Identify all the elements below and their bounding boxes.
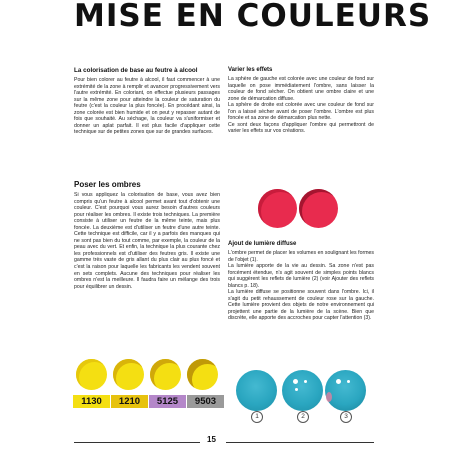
swatch-1210: 1210 [111, 395, 148, 408]
swatch-5125: 5125 [149, 395, 186, 408]
swatch-9503: 9503 [187, 395, 224, 408]
white-highlight [347, 380, 350, 383]
page-number: 15 [207, 435, 216, 444]
paragraph: Si vous appliquez la colorisation de base, vous avez bien compris qu'un feutre à alcool permet avant tout d'obtenir une couleur. C'est pourquoi vous aurez besoin d'autres couleurs pour réaliser les ombres. Il existe trois techniques. La première consiste à utiliser un feutre de la même teinte, mais plus foncée. La deuxième est d'utiliser un feutre d'une autre teinte. Cette technique est difficile, car il y a parfois des manques qui ne sont pas bien du tout comme, par exemple, la couleur de la peau avec du vert. Et enfin, la technique la plus courante chez les professionnels est d'utiliser des feutres gris. Il existe une gamme très vaste de gris allant du plus clair au plus foncé et c'est la raison pour laquelle les fabricants les vendent souvent en sets complets. Aucune des techniques pour réaliser les ombres n'est la meilleure. Il faudra faire un mélange des trois pour équilibrer un dessin. [74, 192, 220, 290]
white-highlight [336, 379, 341, 384]
white-highlight [295, 388, 298, 391]
label-2: 2 [297, 411, 309, 423]
section-lumiere-text [228, 250, 374, 322]
label-1: 1 [251, 411, 263, 423]
white-highlight [304, 380, 307, 383]
diffuse-light [326, 392, 332, 402]
paragraph: La lumière diffuse se positionne souvent dans l'ombre. Ici, il s'agit du petit rehaussement de couleur rose sur la gauche. Cette lumière provient des objets de notre environnement qui projettent une partie de la lumière de la scène. Bien que discrète, elle apporte des accroches pour capter l'attention (3). [228, 289, 374, 322]
swatch-1130: 1130 [73, 395, 110, 408]
red-sphere-right [299, 189, 338, 228]
section-heading-colorisation: La colorisation de base au feutre à alcool [74, 67, 198, 74]
section-effets-text [228, 76, 374, 135]
yellow-sphere-3 [150, 359, 181, 390]
section-heading-ombres: Poser les ombres [74, 180, 141, 189]
yellow-sphere-4 [187, 359, 218, 390]
paragraph: Ce sont deux façons d'appliquer l'ombre qui permettront de varier les effets sur vos créations. [228, 121, 374, 135]
blue-sphere-3 [325, 370, 366, 411]
blue-sphere-1 [236, 370, 277, 411]
paragraph: L'ombre permet de placer les volumes en soulignant les formes de l'objet (1). [228, 250, 374, 263]
label-3: 3 [340, 411, 352, 423]
section-ombres-text [74, 192, 220, 290]
red-sphere-left [258, 189, 297, 228]
section-colorisation-text [74, 77, 220, 136]
paragraph: Pour bien colorer au feutre à alcool, il faut commencer à une extrémité de la zone à remplir et avancer progressivement vers l'autre extrémité. En coloriant, on effectue plusieurs passages sur la même zone pour atteindre la couleur de saturation du feutre (c'est la couleur la plus foncée). En procédant ainsi, la zone colorée est bien humide et on peut y repasser autant de fois que souhaité. Au séchage, la couleur va s'uniformiser et donner un aplat parfait. Il est plus facile d'appliquer cette technique sur de petites zones que sur de grandes surfaces. [74, 77, 220, 136]
section-heading-effets: Varier les effets [228, 67, 273, 73]
blue-sphere-2 [282, 370, 323, 411]
white-highlight [293, 379, 298, 384]
yellow-sphere-1 [76, 359, 107, 390]
footer-line-right [226, 442, 374, 443]
paragraph: La lumière apporte de la vie au dessin. Sa zone n'est pas forcément étendue, n's agit souvent de simples points blancs qui suggèrent les reflets de lumière (2) (voir Ajouter des reflets blancs p. 18). [228, 263, 374, 289]
section-heading-lumiere: Ajout de lumière diffuse [228, 241, 297, 247]
page-title: MISE EN COULEURS [74, 0, 432, 34]
footer-line-left [74, 442, 200, 443]
paragraph: La sphère de gauche est colorée avec une couleur de fond sur laquelle on pose immédiatement l'ombre, sans laisser la couleur de fond sécher. On obtient une ombre claire et une zone de démarcation diffuse. [228, 76, 374, 102]
paragraph: La sphère de droite est colorée avec une couleur de fond sur l'on a laissé sécher avant de poser l'ombre. L'ombre est plus foncée et sa zone de démarcation plus nette. [228, 102, 374, 122]
yellow-sphere-2 [113, 359, 144, 390]
